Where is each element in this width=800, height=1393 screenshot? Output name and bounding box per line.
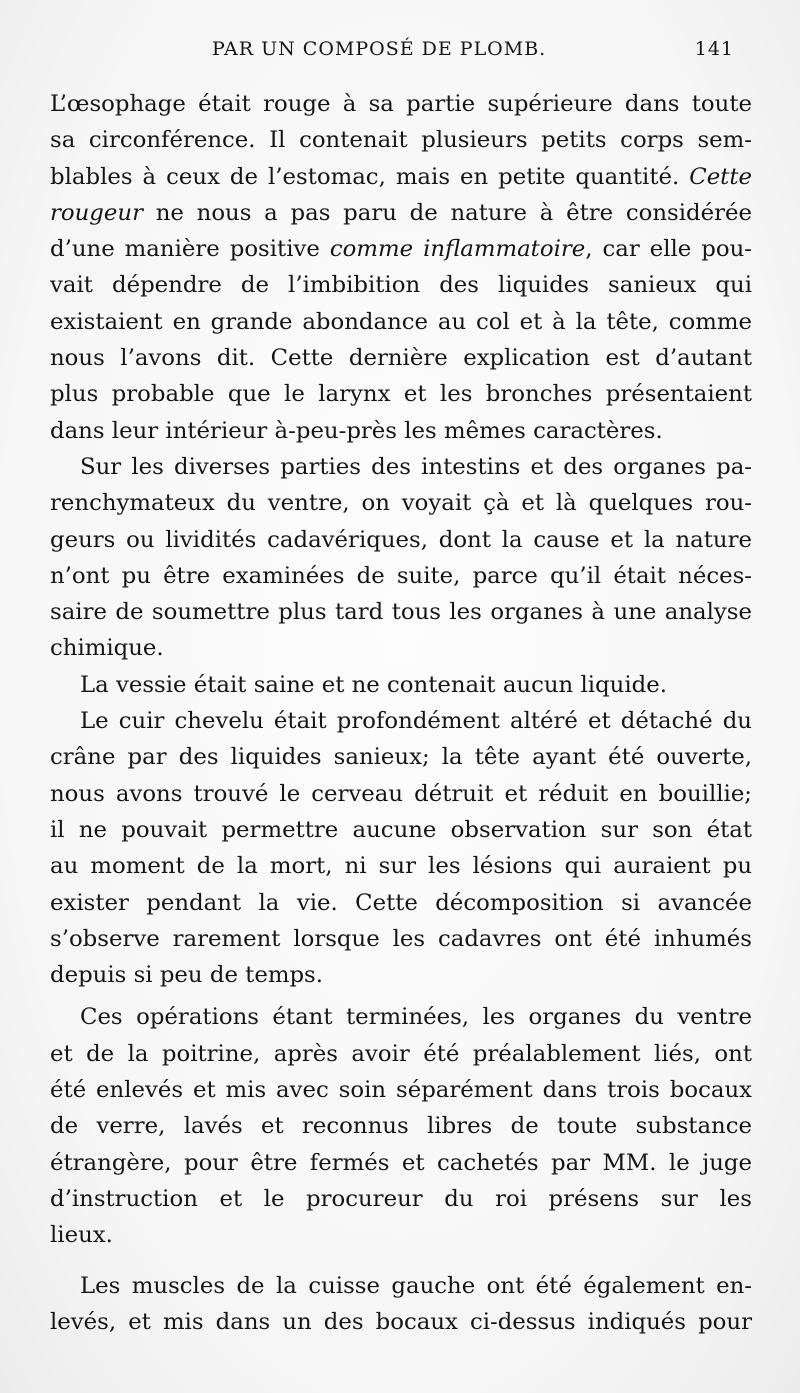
italic-run: comme inflammatoire bbox=[329, 236, 586, 263]
text-line: Sur les diverses parties des intestins et des organes pa- bbox=[80, 453, 752, 480]
text-line: lieux. bbox=[50, 1222, 113, 1249]
text-line: vait dépendre de l’imbibition des liquides sanieux qui bbox=[50, 272, 752, 299]
text-line: Les muscles de la cuisse gauche ont été également en- bbox=[80, 1272, 752, 1299]
text-line: Ces opérations étant terminées, les organes du ventre bbox=[80, 1004, 752, 1031]
text-line-mixed bbox=[50, 231, 752, 267]
text-line: L’œsophage était rouge à sa partie supérieure dans toute bbox=[50, 91, 752, 117]
text-line: nous l’avons dit. Cette dernière explication est d’autant bbox=[50, 345, 752, 372]
paragraph-2 bbox=[50, 449, 752, 667]
text-line: saire de soumettre plus tard tous les organes à une analyse bbox=[50, 599, 752, 626]
text-line: geurs ou lividités cadavériques, dont la cause et la nature bbox=[50, 526, 752, 553]
text-line: existaient en grande abondance au col et à la tête, comme bbox=[50, 308, 752, 335]
text-line: dans leur intérieur à-peu-près les mêmes caractères. bbox=[50, 417, 663, 444]
paragraph-5 bbox=[50, 999, 752, 1253]
text-line: levés, et mis dans un des bocaux ci-dessus indiqués pour bbox=[50, 1308, 752, 1335]
text-line-mixed bbox=[50, 159, 752, 195]
italic-run: Cette bbox=[689, 163, 752, 190]
paragraph-spacer bbox=[50, 1254, 752, 1268]
text-line: exister pendant la vie. Cette décomposition si avancée bbox=[50, 889, 752, 916]
text-line: nous avons trouvé le cerveau détruit et réduit en bouillie; bbox=[50, 780, 752, 807]
text-line: s’observe rarement lorsque les cadavres ont été inhumés bbox=[50, 925, 752, 952]
text-line: Le cuir chevelu était profondément altéré et détaché du bbox=[80, 708, 752, 735]
paragraph-1 bbox=[50, 86, 752, 449]
paragraph-6 bbox=[50, 1268, 752, 1341]
running-title: PAR UN COMPOSÉ DE PLOMB. bbox=[212, 38, 547, 60]
text-line: chimique. bbox=[50, 635, 164, 662]
page-header bbox=[212, 38, 734, 72]
text-line: crâne par des liquides sanieux; la tête ayant été ouverte, bbox=[50, 744, 752, 771]
text-run: , car elle pou- bbox=[585, 236, 752, 263]
text-line: au moment de la mort, ni sur les lésions qui auraient pu bbox=[50, 853, 752, 880]
page-number: 141 bbox=[694, 38, 734, 60]
text-line: La vessie était saine et ne contenait aucun liquide. bbox=[80, 671, 667, 698]
text-line: étrangère, pour être fermés et cachetés par MM. le juge bbox=[50, 1149, 752, 1176]
text-line: n’ont pu être examinées de suite, parce qu’il était néces- bbox=[50, 562, 752, 589]
text-line: été enlevés et mis avec soin séparément dans trois bocaux bbox=[50, 1077, 752, 1104]
text-line: renchymateux du ventre, on voyait çà et là quelques rou- bbox=[50, 490, 752, 517]
text-run: ne nous a pas paru de nature à être considérée bbox=[142, 199, 752, 226]
text-line: et de la poitrine, après avoir été préalablement liés, ont bbox=[50, 1040, 752, 1067]
text-line: de verre, lavés et reconnus libres de toute substance bbox=[50, 1113, 752, 1140]
paragraph-4 bbox=[50, 703, 752, 993]
text-line: il ne pouvait permettre aucune observation sur son état bbox=[50, 816, 752, 843]
text-line: d’instruction et le procureur du roi présens sur les bbox=[50, 1185, 752, 1212]
text-run: blables à ceux de l’estomac, mais en petite quantité. bbox=[50, 163, 690, 190]
paragraph-3 bbox=[50, 667, 752, 703]
text-line-mixed bbox=[50, 195, 752, 231]
body-text bbox=[50, 86, 752, 1340]
text-line: depuis si peu de temps. bbox=[50, 962, 323, 989]
italic-run: rougeur bbox=[50, 199, 143, 226]
text-line: plus probable que le larynx et les bronches présentaient bbox=[50, 381, 752, 408]
text-run: d’une manière positive bbox=[50, 236, 330, 263]
text-line: sa circonférence. Il contenait plusieurs petits corps sem- bbox=[50, 127, 752, 154]
